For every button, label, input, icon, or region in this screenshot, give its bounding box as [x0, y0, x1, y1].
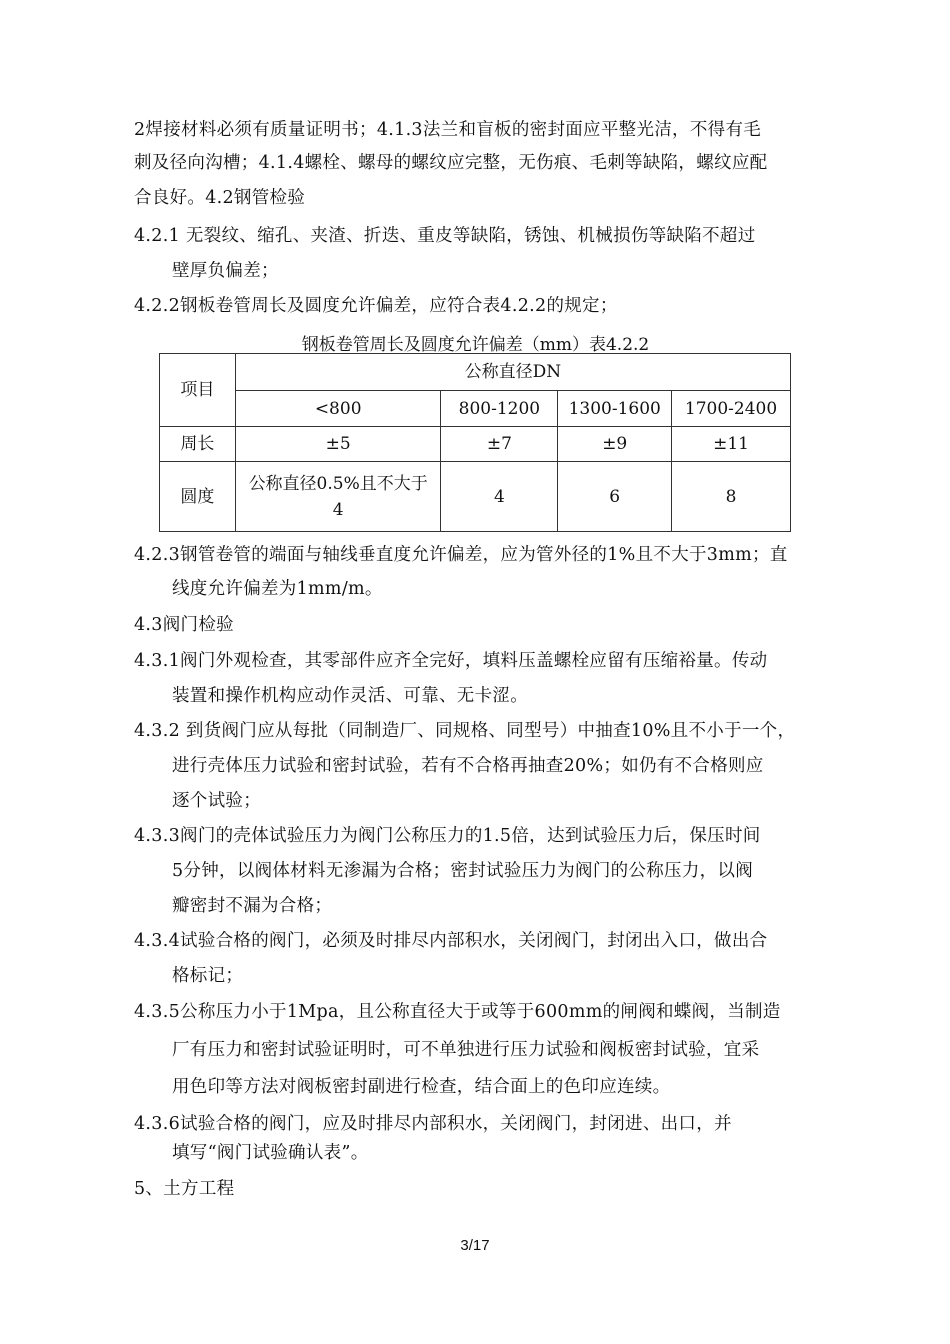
table-cell: 8	[672, 462, 791, 532]
table-cell: ±9	[558, 427, 672, 462]
text-line: 4.3.4试验合格的阀门，必须及时排尽内部积水，关闭阀门，封闭出入口，做出合	[134, 931, 768, 951]
text-line: 4.3.3阀门的壳体试验压力为阀门公称压力的1.5倍，达到试验压力后，保压时间	[134, 826, 761, 846]
text-line: 厂有压力和密封试验证明时，可不单独进行压力试验和阀板密封试验，宜采	[172, 1040, 760, 1060]
text-line: 5分钟，以阀体材料无渗漏为合格；密封试验压力为阀门的公称压力，以阀	[172, 861, 754, 881]
text-line: 线度允许偏差为1mm/m。	[172, 579, 383, 599]
text-line: 4.2.2钢板卷管周长及圆度允许偏差，应符合表4.2.2的规定；	[134, 296, 618, 316]
text-line: 4.3.1阀门外观检查，其零部件应齐全完好，填料压盖螺栓应留有压缩裕量。传动	[134, 651, 768, 671]
text-line: 逐个试验；	[172, 791, 261, 811]
section-heading: 5、土方工程	[134, 1179, 235, 1199]
header-group: 公称直径DN	[235, 354, 790, 391]
text-line: 4.2.3钢管卷管的端面与轴线垂直度允许偏差，应为管外径的1%且不大于3mm；直	[134, 545, 788, 565]
table-row	[160, 427, 791, 462]
text-line: 装置和操作机构应动作灵活、可靠、无卡涩。	[172, 686, 528, 706]
text-line: 4.3.6试验合格的阀门，应及时排尽内部积水，关闭阀门，封闭进、出口，并	[134, 1114, 732, 1134]
section-heading: 4.3阀门检验	[134, 615, 234, 635]
text-line: 刺及径向沟槽；4.1.4螺栓、螺母的螺纹应完整，无伤痕、毛刺等缺陷，螺纹应配	[134, 153, 768, 173]
column-header: <800	[235, 391, 441, 427]
table-caption: 钢板卷管周长及圆度允许偏差（mm）表4.2.2	[301, 335, 650, 355]
text-line: 填写“阀门试验确认表”。	[172, 1143, 369, 1163]
row-label: 周长	[160, 427, 236, 462]
page-number: 3/17	[460, 1237, 490, 1254]
table-cell: 4	[441, 462, 558, 532]
column-header: 800-1200	[441, 391, 558, 427]
table-row	[160, 462, 791, 532]
column-header: 1300-1600	[558, 391, 672, 427]
text-line: 壁厚负偏差；	[172, 261, 279, 281]
text-line: 4.2.1 无裂纹、缩孔、夹渣、折迭、重皮等缺陷，锈蚀、机械损伤等缺陷不超过	[134, 226, 756, 246]
table-cell: ±7	[441, 427, 558, 462]
text-line: 用色印等方法对阀板密封副进行检查，结合面上的色印应连续。	[172, 1077, 671, 1097]
table-cell: 6	[558, 462, 672, 532]
text-line: 进行壳体压力试验和密封试验，若有不合格再抽查20%；如仍有不合格则应	[172, 756, 764, 776]
table-cell: ±5	[235, 427, 441, 462]
text-line: 4.3.2 到货阀门应从每批（同制造厂、同规格、同型号）中抽查10%且不小于一个，	[134, 721, 796, 741]
tolerance-table	[159, 353, 791, 532]
column-header: 1700-2400	[672, 391, 791, 427]
text-line: 格标记；	[172, 966, 244, 986]
text-line: 2焊接材料必须有质量证明书；4.1.3法兰和盲板的密封面应平整光洁，不得有毛	[134, 120, 762, 140]
text-line: 4.3.5公称压力小于1Mpa，且公称直径大于或等于600mm的闸阀和蝶阀，当制造	[134, 1002, 781, 1022]
table-cell: ±11	[672, 427, 791, 462]
row-label: 圆度	[160, 462, 236, 532]
text-line: 瓣密封不漏为合格；	[172, 896, 333, 916]
header-item: 项目	[160, 354, 236, 427]
table-cell: 公称直径0.5%且不大于4	[235, 462, 441, 532]
text-line: 合良好。4.2钢管检验	[134, 188, 306, 208]
